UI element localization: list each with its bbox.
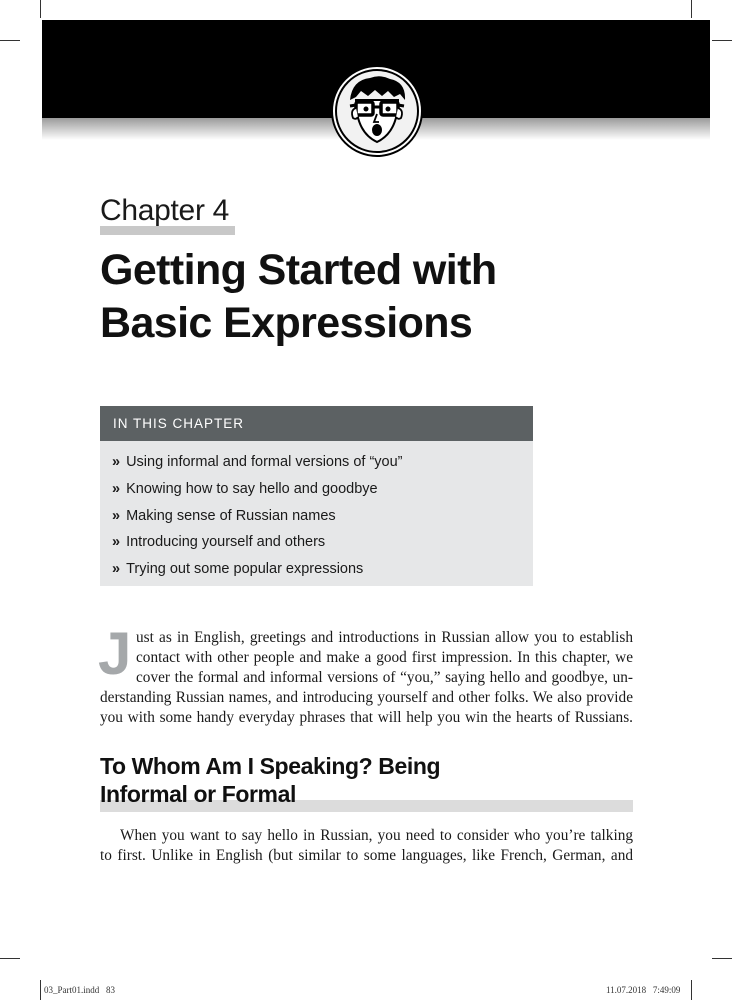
crop-mark xyxy=(40,980,41,1000)
crop-mark xyxy=(691,0,692,18)
crop-mark xyxy=(40,0,41,18)
section-paragraph xyxy=(100,826,633,866)
drop-cap: J xyxy=(98,620,132,687)
list-item xyxy=(112,449,533,476)
list-item-text: Using informal and formal versions of “you” xyxy=(126,454,403,470)
list-item-text: Trying out some popular expressions xyxy=(126,561,364,578)
crop-mark xyxy=(0,958,20,959)
paragraph-line: When you want to say hello in Russian, you need to consider who you’re talking xyxy=(120,827,633,844)
list-item-text: Making sense of Russian names xyxy=(126,507,336,524)
in-this-chapter-list xyxy=(100,441,533,586)
crop-mark xyxy=(0,40,20,41)
crop-mark xyxy=(691,980,692,1000)
list-item xyxy=(112,476,533,503)
crop-mark xyxy=(712,40,732,41)
slug-filename: 03_Part01.indd 83 xyxy=(44,985,115,995)
bullet-icon: » xyxy=(112,507,121,524)
section-heading-line: Informal or Formal xyxy=(100,781,296,807)
chapter-title-line: Getting Started with xyxy=(100,246,497,294)
bullet-icon: » xyxy=(112,561,121,578)
paragraph-line: to first. Unlike in English (but similar to some languages, like French, German, and xyxy=(100,847,633,864)
crop-mark xyxy=(712,958,732,959)
section-heading xyxy=(100,752,640,808)
chapter-label: Chapter 4 xyxy=(100,194,230,227)
bullet-icon: » xyxy=(112,454,121,470)
intro-paragraph-continued xyxy=(100,668,633,728)
list-item xyxy=(112,529,533,556)
bullet-icon: » xyxy=(112,480,121,497)
dummies-mascot-icon xyxy=(330,64,424,158)
section-heading-line: To Whom Am I Speaking? Being xyxy=(100,753,441,779)
intro-paragraph xyxy=(136,628,633,668)
list-item xyxy=(112,556,533,583)
list-item xyxy=(112,503,533,530)
list-item-text: Knowing how to say hello and goodbye xyxy=(126,480,378,497)
list-item-text: Introducing yourself and others xyxy=(126,534,326,551)
chapter-title-line: Basic Expressions xyxy=(100,299,473,347)
slug-timestamp: 11.07.2018 7:49:09 xyxy=(606,985,681,995)
paragraph-line: derstanding Russian names, and introducing yourself and other folks. We also provide xyxy=(100,689,633,706)
in-this-chapter-heading: IN THIS CHAPTER xyxy=(100,406,533,441)
paragraph-line: ust as in English, greetings and introductions in Russian allow you to establish xyxy=(136,629,633,646)
chapter-title xyxy=(100,244,660,350)
bullet-icon: » xyxy=(112,534,121,551)
paragraph-line: contact with other people and make a good first impression. In this chapter, we xyxy=(136,649,633,666)
paragraph-line: cover the formal and informal versions of “you,” saying hello and goodbye, un- xyxy=(136,669,633,686)
paragraph-line: you with some handy everyday phrases that will help you win the hearts of Russians. xyxy=(100,709,633,726)
